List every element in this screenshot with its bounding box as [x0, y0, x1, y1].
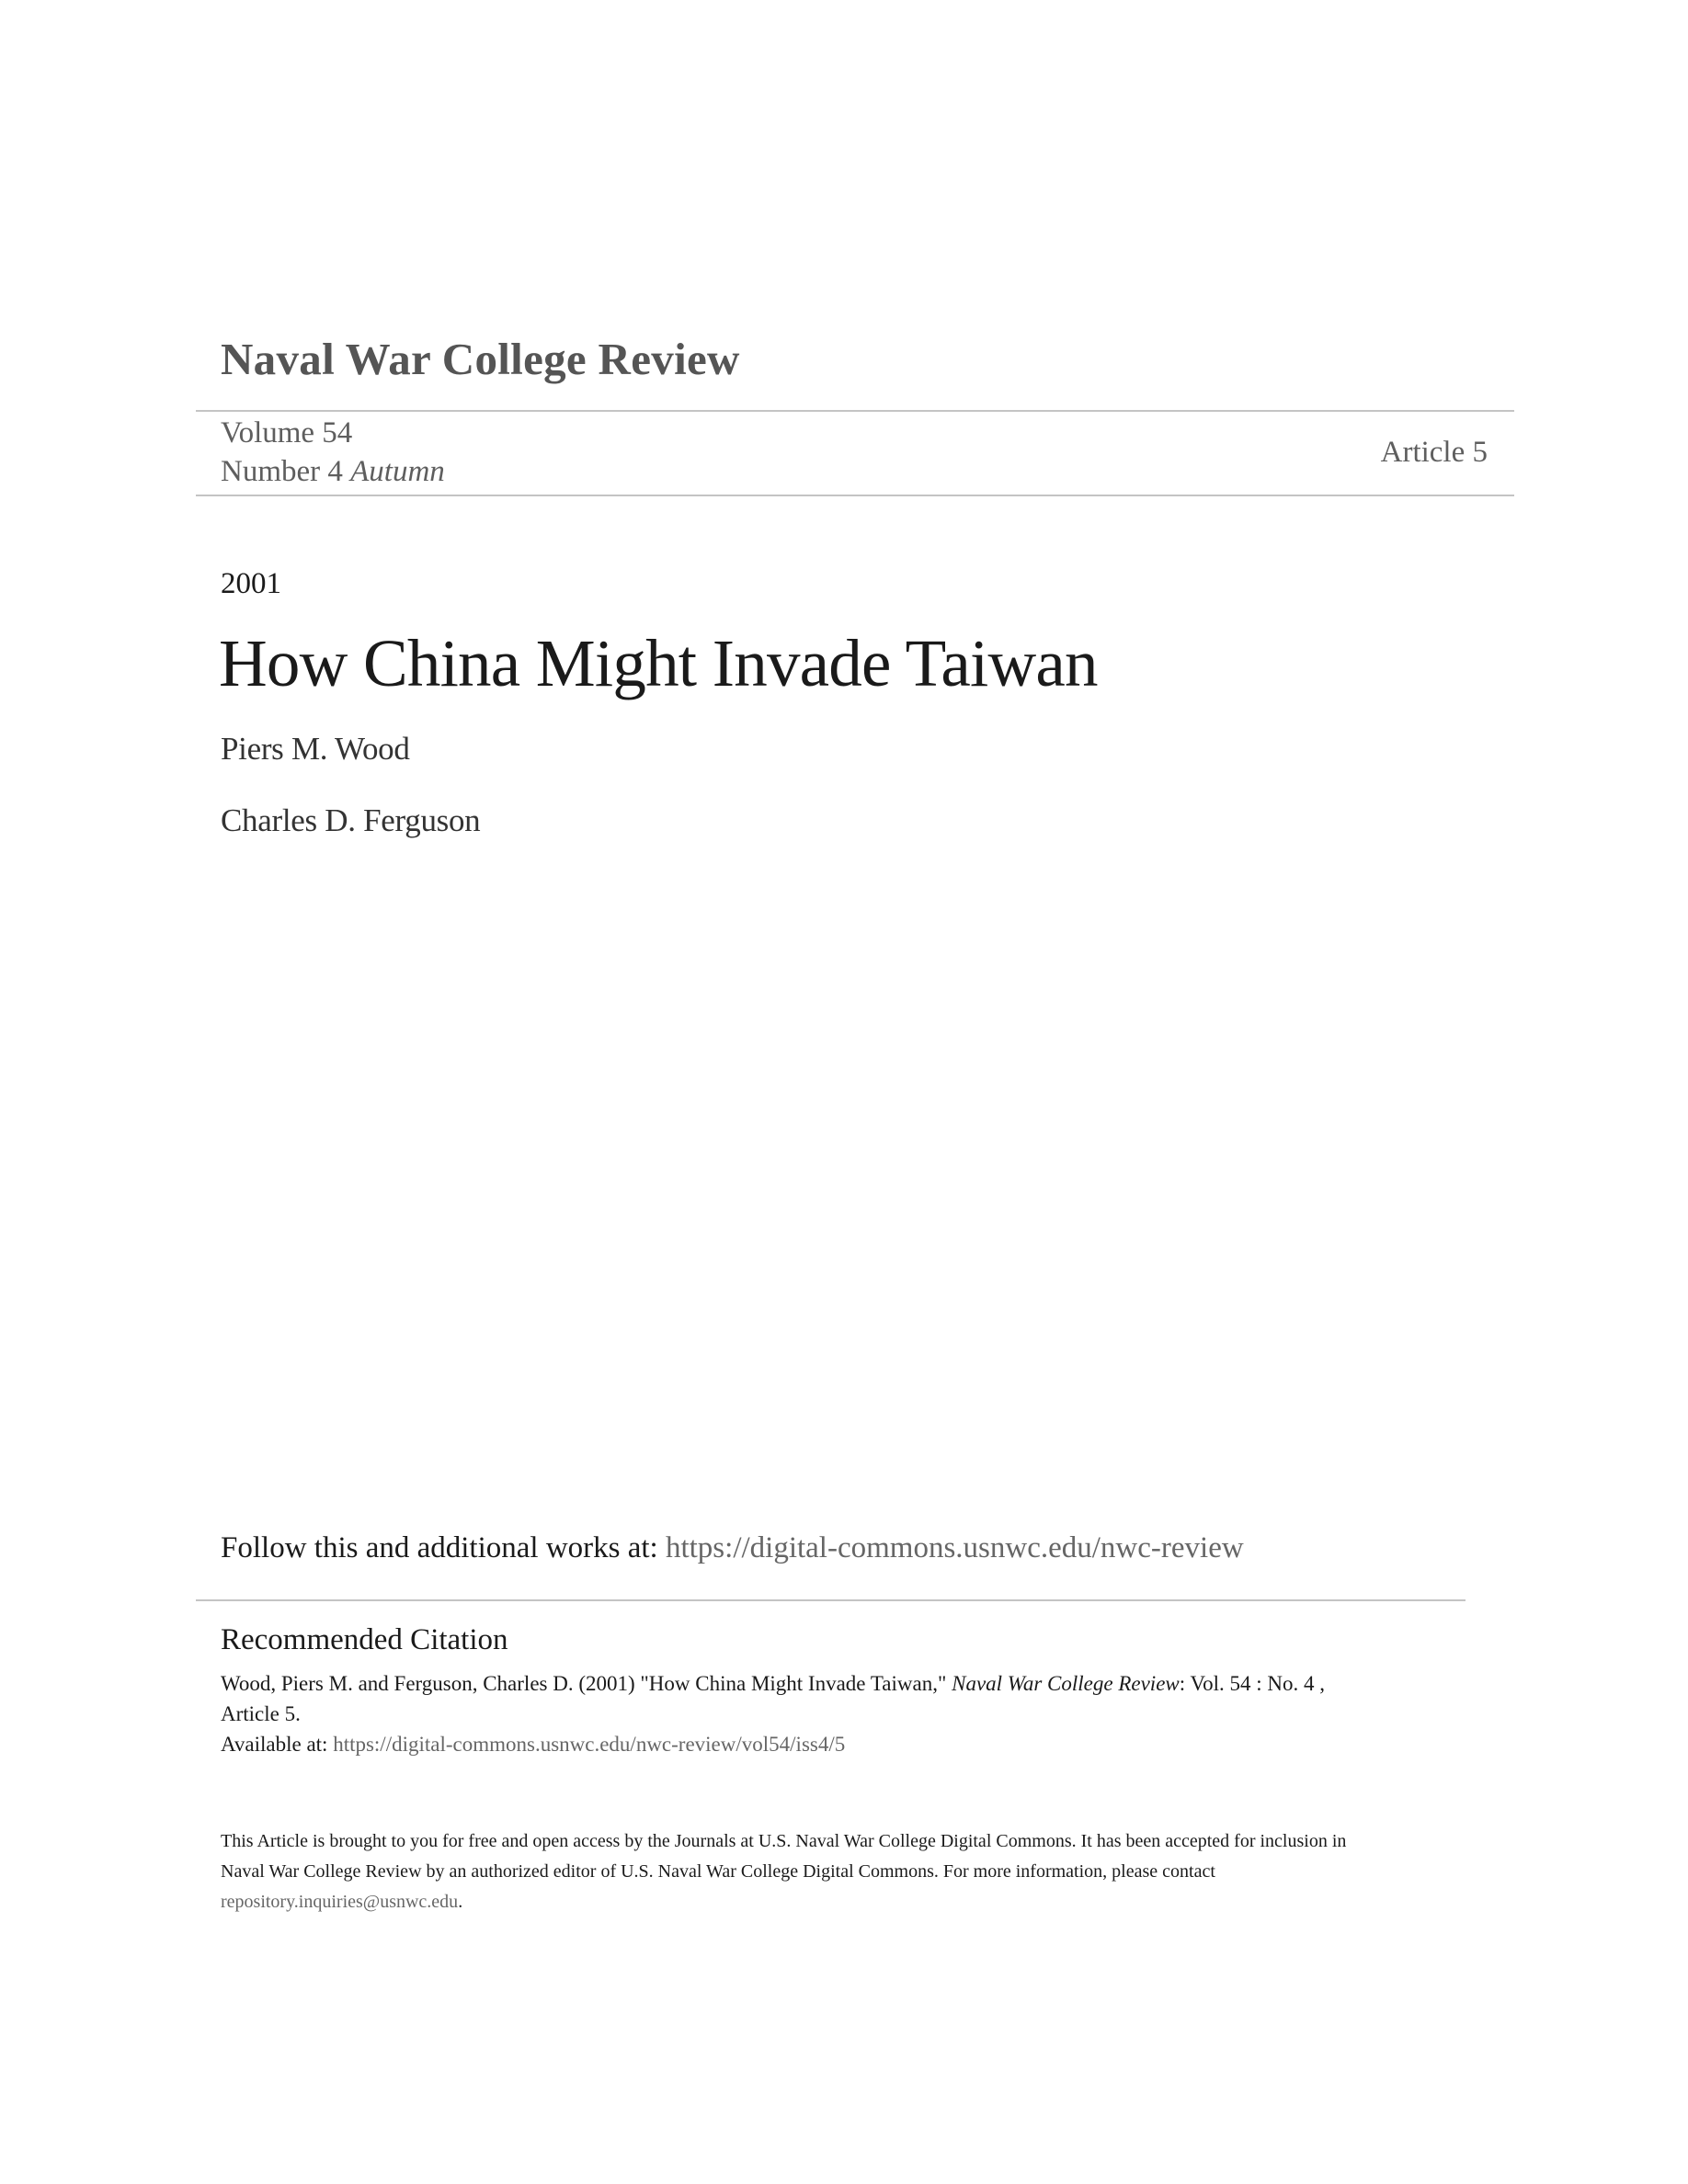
citation-journal: Naval War College Review	[952, 1672, 1180, 1695]
header-top-divider	[196, 410, 1514, 412]
author-name: Charles D. Ferguson	[221, 802, 481, 838]
citation-volume: : Vol. 54 : No. 4 ,	[1179, 1672, 1326, 1695]
follow-works-line	[221, 1531, 1244, 1565]
follow-works-prefix: Follow this and additional works at:	[221, 1531, 666, 1564]
volume-label: Volume 54	[221, 416, 353, 449]
issue-season: Autumn	[350, 455, 445, 488]
article-title: How China Might Invade Taiwan	[219, 626, 1098, 700]
notice-line-2: Naval War College Review by an authorized editor of U.S. Naval War College Digital Commons. For more information, please contact	[221, 1861, 1215, 1882]
citation-available-prefix: Available at:	[221, 1733, 334, 1756]
citation-authors-title: Wood, Piers M. and Ferguson, Charles D. (2001) "How China Might Invade Taiwan,"	[221, 1672, 952, 1695]
citation-text	[221, 1668, 1489, 1759]
contact-email-link[interactable]: repository.inquiries@usnwc.edu	[221, 1892, 459, 1912]
journal-title: Naval War College Review	[221, 334, 740, 384]
citation-divider	[196, 1599, 1466, 1601]
follow-works-link[interactable]: https://digital-commons.usnwc.edu/nwc-review	[665, 1531, 1244, 1564]
notice-end: .	[458, 1892, 463, 1912]
open-access-notice	[221, 1826, 1508, 1917]
notice-line-1: This Article is brought to you for free and open access by the Journals at U.S. Naval War College Digital Commons. It has been accepted for inclusion in	[221, 1831, 1347, 1851]
recommended-citation-heading: Recommended Citation	[221, 1623, 508, 1656]
citation-article: Article 5.	[221, 1702, 301, 1725]
author-name: Piers M. Wood	[221, 731, 410, 767]
issue-number: Number 4	[221, 455, 343, 488]
article-number: Article 5	[1380, 436, 1488, 469]
issue-number-label	[221, 455, 445, 489]
citation-available-link[interactable]: https://digital-commons.usnwc.edu/nwc-review/vol54/iss4/5	[333, 1733, 846, 1756]
header-bottom-divider	[196, 495, 1514, 496]
publication-year: 2001	[221, 567, 281, 600]
